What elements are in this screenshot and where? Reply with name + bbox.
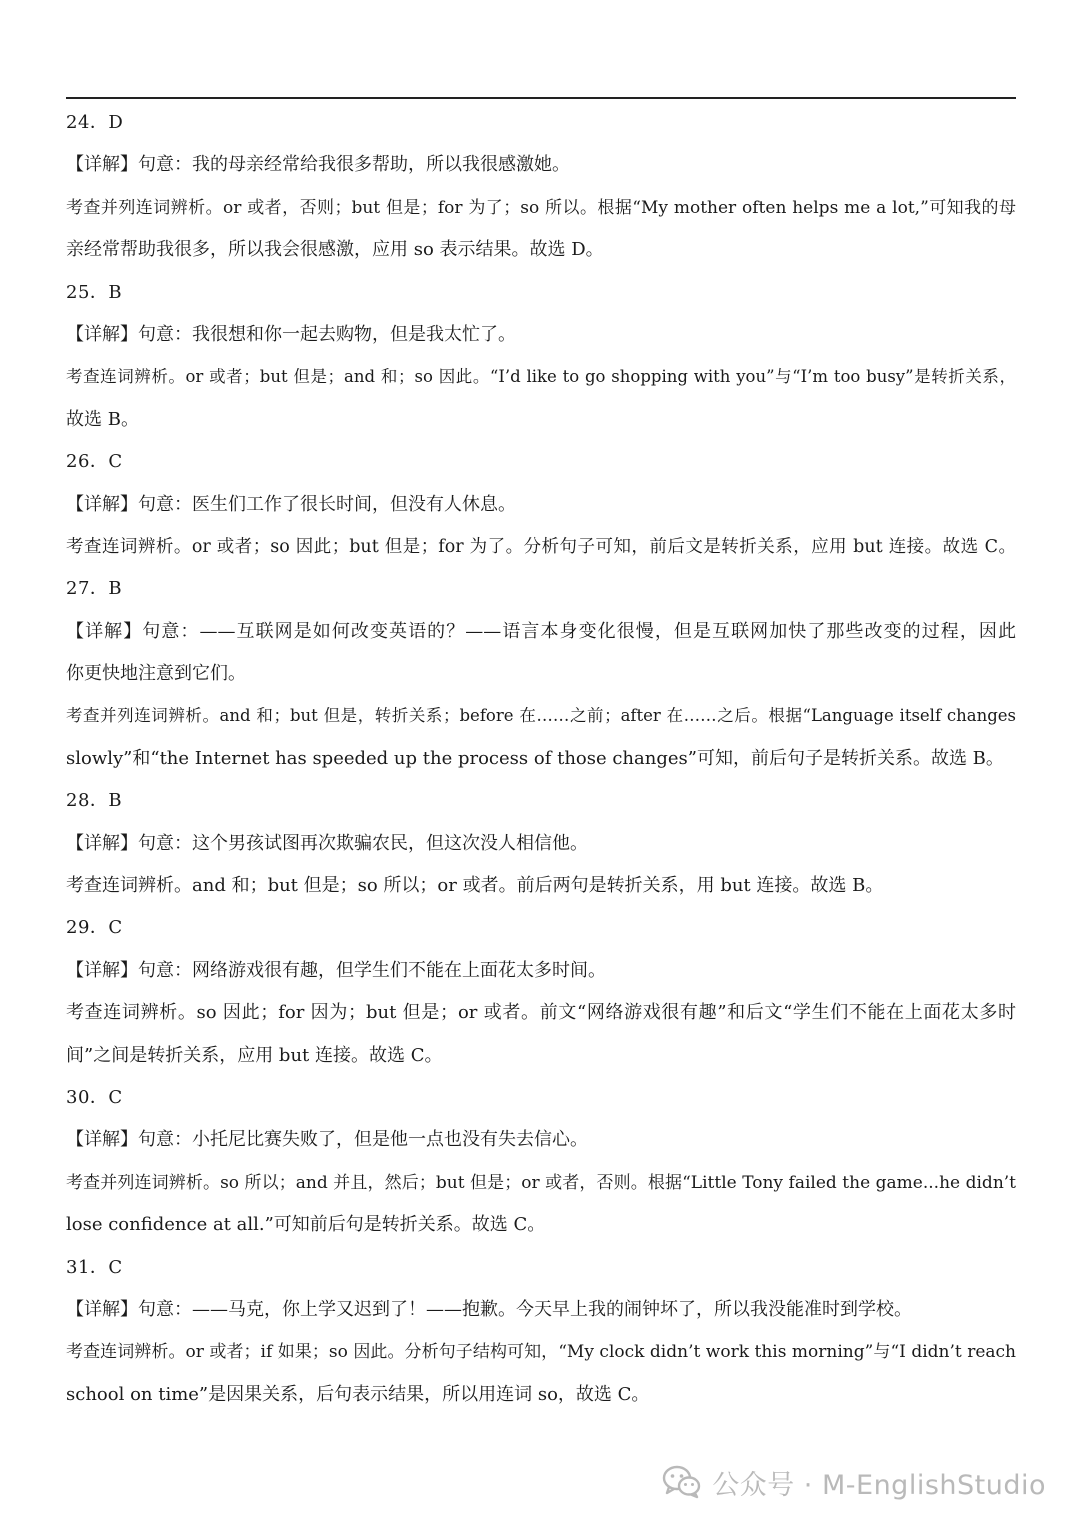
watermark [662, 1460, 1046, 1504]
question-answer-number: 26．C [66, 451, 123, 473]
text-line: 【详解】句意：我的母亲经常给我很多帮助，所以我很感激她。 [66, 154, 570, 176]
text-line: lose confidence at all.”可知前后句是转折关系。故选 C。 [66, 1214, 546, 1236]
question-answer-number: 28．B [66, 790, 123, 812]
text-line: 考查并列连词辨析。or 或者，否则；but 但是；for 为了；so 所以。根据“My mother often helps me a lot,”可知我的母 [66, 197, 1016, 218]
text-line: 考查连词辨析。or 或者；but 但是；and 和；so 因此。“I’d like to go shopping with you”与“I’m too busy”是转折关系， [66, 367, 1016, 387]
text-line: slowly”和“the Internet has speeded up the process of those changes”可知，前后句子是转折关系。故选 B。 [66, 747, 1004, 769]
text-line: 亲经常帮助我很多，所以我会很感激，应用 so 表示结果。故选 D。 [66, 239, 604, 261]
text-line: 【详解】句意：我很想和你一起去购物，但是我太忙了。 [66, 323, 516, 345]
question-answer-number: 25．B [66, 281, 123, 303]
text-line: 你更快地注意到它们。 [66, 663, 246, 685]
top-divider [66, 97, 1016, 99]
watermark-text: 公众号 · M-EnglishStudio [712, 1469, 1046, 1501]
text-line: 【详解】句意：这个男孩试图再次欺骗农民，但这次没人相信他。 [66, 832, 588, 854]
question-answer-number: 31．C [66, 1256, 123, 1278]
text-line: 考查连词辨析。so 因此；for 因为；but 但是；or 或者。前文“网络游戏很有趣”和后文“学生们不能在上面花太多时 [66, 1002, 1016, 1024]
text-line: 【详解】句意：网络游戏很有趣，但学生们不能在上面花太多时间。 [66, 959, 606, 981]
text-line: 【详解】句意：小托尼比赛失败了，但是他一点也没有失去信心。 [66, 1129, 588, 1151]
text-line: 考查连词辨析。or 或者；if 如果；so 因此。分析句子结构可知，“My clock didn’t work this morning”与“I didn’t reach [66, 1342, 1016, 1363]
wechat-icon [662, 1465, 702, 1499]
text-line: 考查连词辨析。and 和；but 但是；so 所以；or 或者。前后两句是转折关系，用 but 连接。故选 B。 [66, 875, 884, 897]
text-line: 考查并列连词辨析。and 和；but 但是，转折关系；before 在……之前；after 在……之后。根据“Language itself changes [66, 706, 1016, 726]
text-line: 考查并列连词辨析。so 所以；and 并且，然后；but 但是；or 或者，否则。根据“Little Tony failed the game...he didn’t [66, 1172, 1016, 1193]
text-line: 【详解】句意：——马克，你上学又迟到了！——抱歉。今天早上我的闹钟坏了，所以我没能准时到学校。 [66, 1298, 912, 1320]
text-line: 【详解】句意：医生们工作了很长时间，但没有人休息。 [66, 493, 516, 515]
text-line: 【详解】句意：——互联网是如何改变英语的？——语言本身变化很慢，但是互联网加快了那些改变的过程，因此 [66, 620, 1016, 642]
text-line: 间”之间是转折关系，应用 but 连接。故选 C。 [66, 1044, 443, 1066]
text-line: school on time”是因果关系，后句表示结果，所以用连词 so，故选 C。 [66, 1383, 650, 1405]
question-answer-number: 29．C [66, 917, 123, 939]
question-answer-number: 27．B [66, 578, 123, 600]
document-body [66, 102, 1016, 1416]
question-answer-number: 24．D [66, 112, 124, 133]
text-line: 考查连词辨析。or 或者；so 因此；but 但是；for 为了。分析句子可知，前后文是转折关系，应用 but 连接。故选 C。 [66, 536, 1016, 557]
question-answer-number: 30．C [66, 1086, 123, 1108]
text-line: 故选 B。 [66, 408, 139, 430]
